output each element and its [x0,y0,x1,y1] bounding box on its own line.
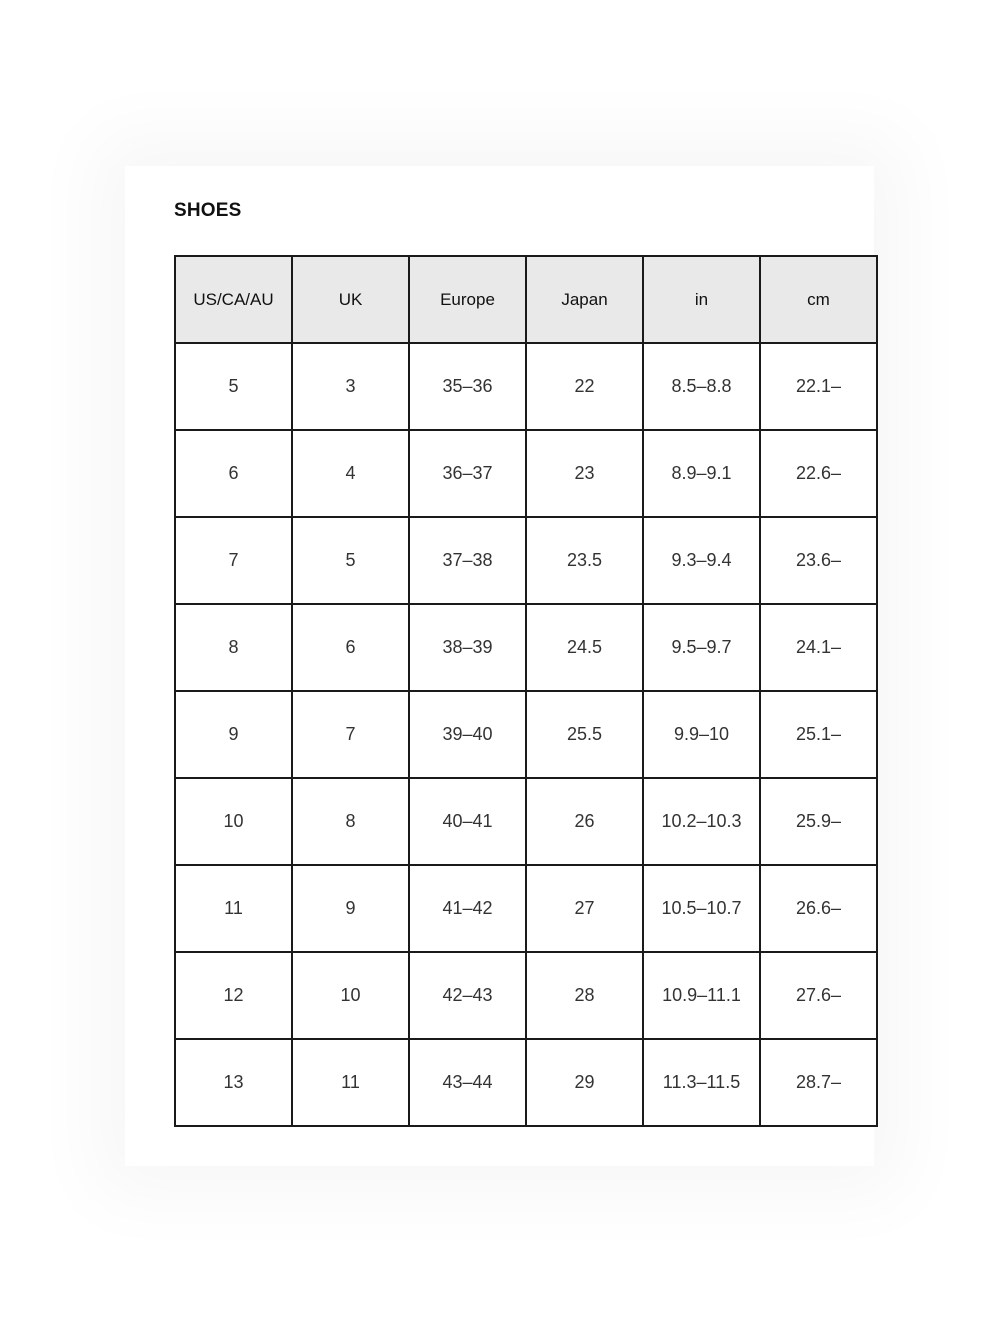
table-cell: 42–43 [409,952,526,1039]
table-cell: 10.2–10.3 [643,778,760,865]
table-cell: 25.5 [526,691,643,778]
table-cell: 9.3–9.4 [643,517,760,604]
table-cell: 23.5 [526,517,643,604]
table-cell: 9 [292,865,409,952]
table-cell: 8.9–9.1 [643,430,760,517]
header-cell-uk: UK [292,256,409,343]
table-cell: 8.5–8.8 [643,343,760,430]
header-cell-japan: Japan [526,256,643,343]
table-cell: 10.9–11.1 [643,952,760,1039]
table-cell: 7 [292,691,409,778]
table-cell: 5 [292,517,409,604]
table-cell: 24.5 [526,604,643,691]
table-cell: 8 [175,604,292,691]
table-cell: 9.5–9.7 [643,604,760,691]
table-cell: 25.1– [760,691,877,778]
table-cell: 27 [526,865,643,952]
table-cell: 6 [292,604,409,691]
table-cell: 29 [526,1039,643,1126]
table-cell: 22.6– [760,430,877,517]
table-cell: 41–42 [409,865,526,952]
table-cell: 9 [175,691,292,778]
table-row [175,1039,877,1126]
table-cell: 10.5–10.7 [643,865,760,952]
table-cell: 38–39 [409,604,526,691]
table-row [175,691,877,778]
table-cell: 36–37 [409,430,526,517]
table-cell: 23.6– [760,517,877,604]
header-cell-europe: Europe [409,256,526,343]
header-cell-cm: cm [760,256,877,343]
table-row [175,430,877,517]
table-cell: 24.1– [760,604,877,691]
size-table-container [174,255,842,1145]
table-cell: 9.9–10 [643,691,760,778]
table-cell: 6 [175,430,292,517]
table-cell: 26.6– [760,865,877,952]
section-title: SHOES [174,200,242,221]
table-cell: 25.9– [760,778,877,865]
table-row [175,952,877,1039]
table-cell: 28.7– [760,1039,877,1126]
table-cell: 27.6– [760,952,877,1039]
table-cell: 5 [175,343,292,430]
table-row [175,865,877,952]
table-cell: 11 [175,865,292,952]
table-cell: 26 [526,778,643,865]
table-cell: 11 [292,1039,409,1126]
table-cell: 4 [292,430,409,517]
table-cell: 3 [292,343,409,430]
table-cell: 37–38 [409,517,526,604]
table-cell: 10 [292,952,409,1039]
table-row [175,343,877,430]
table-cell: 10 [175,778,292,865]
table-row [175,604,877,691]
table-cell: 43–44 [409,1039,526,1126]
table-cell: 39–40 [409,691,526,778]
table-cell: 8 [292,778,409,865]
table-cell: 22 [526,343,643,430]
header-cell-us-ca-au: US/CA/AU [175,256,292,343]
table-cell: 28 [526,952,643,1039]
shoe-size-table [174,255,878,1127]
table-cell: 22.1– [760,343,877,430]
table-cell: 40–41 [409,778,526,865]
table-row [175,778,877,865]
table-cell: 7 [175,517,292,604]
table-cell: 13 [175,1039,292,1126]
table-cell: 35–36 [409,343,526,430]
table-cell: 23 [526,430,643,517]
table-cell: 11.3–11.5 [643,1039,760,1126]
table-row [175,517,877,604]
header-cell-in: in [643,256,760,343]
header-row [175,256,877,343]
table-cell: 12 [175,952,292,1039]
